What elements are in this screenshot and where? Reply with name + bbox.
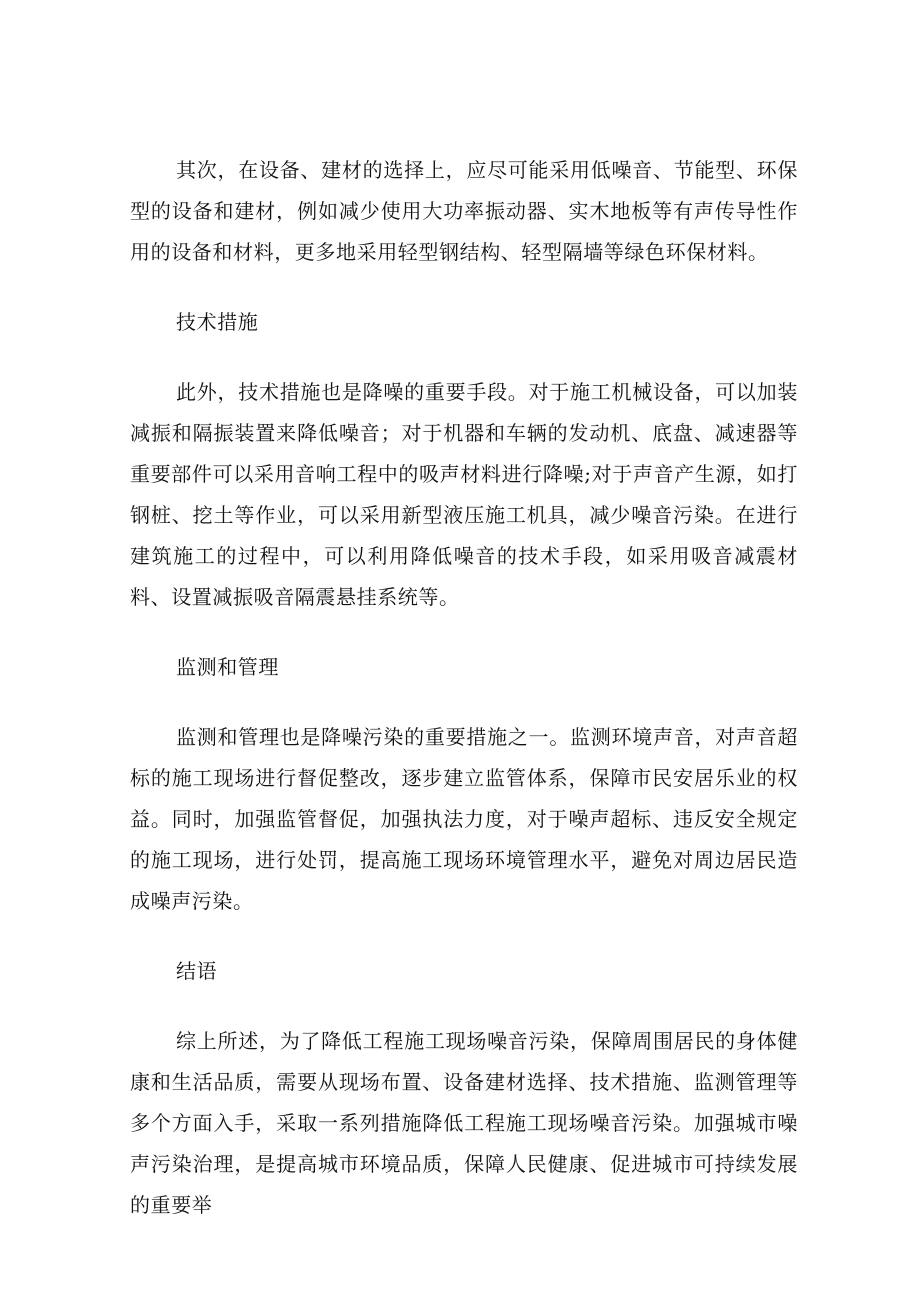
paragraph-equipment-materials: 其次，在设备、建材的选择上，应尽可能采用低噪音、节能型、环保型的设备和建材，例如减少使用大功率振动器、实木地板等有声传导性作用的设备和材料，更多地采用轻型钢结构、轻型隔墙等绿色环保材料。 — [130, 158, 798, 264]
paragraph-technical-measures: 此外，技术措施也是降噪的重要手段。对于施工机械设备，可以加装减振和隔振装置来降低噪音；对于机器和车辆的发动机、底盘、减速器等重要部件可以采用音响工程中的吸声材料进行降噪;对于声音产生源，如打钢桩、挖土等作业，可以采用新型液压施工机具，减少噪音污染。在进行建筑施工的过程中，可以利用降低噪音的技术手段，如采用吸音减震材料、设置减振吸音隔震悬挂系统等。 — [130, 380, 798, 609]
section-heading-monitoring-management: 监测和管理 — [176, 655, 279, 679]
section-heading-conclusion: 结语 — [176, 959, 218, 983]
section-heading-technical-measures: 技术措施 — [176, 310, 259, 334]
document-body — [130, 150, 798, 1255]
paragraph-monitoring-management: 监测和管理也是降噪污染的重要措施之一。监测环境声音，对声音超标的施工现场进行督促整改，逐步建立监管体系，保障市民安居乐业的权益。同时，加强监管督促，加强执法力度，对于噪声超标、违反安全规定的施工现场，进行处罚，提高施工现场环境管理水平，避免对周边居民造成噪声污染。 — [130, 725, 798, 913]
paragraph-conclusion: 综上所述，为了降低工程施工现场噪音污染，保障周围居民的身体健康和生活品质，需要从现场布置、设备建材选择、技术措施、监测管理等多个方面入手，采取一系列措施降低工程施工现场噪音污染。加强城市噪声污染治理，是提高城市环境品质，保障人民健康、促进城市可持续发展的重要举 — [130, 1029, 798, 1217]
